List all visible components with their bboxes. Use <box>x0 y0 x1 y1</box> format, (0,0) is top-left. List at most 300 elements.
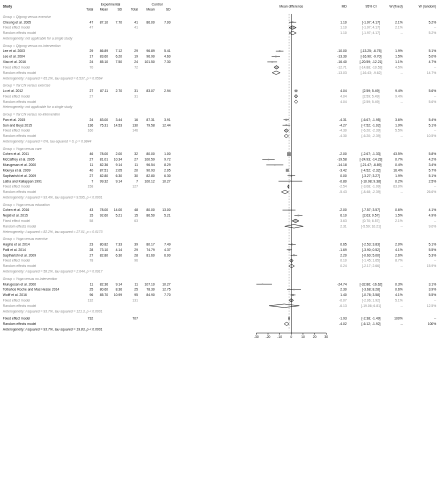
group-4-fixed-wf: 63.0% <box>393 184 403 189</box>
study-7-1-ci: [-3.68; 8.28] <box>362 287 380 292</box>
study-6-2-md: 2.20 <box>340 253 347 258</box>
study-1-0-wr: 5.1% <box>428 49 437 54</box>
study-4-2-box <box>274 164 275 165</box>
study-4-0-ci: [-2.67; -1.33] <box>361 152 381 157</box>
group-4-fixed-md: -2.54 <box>339 184 347 189</box>
overall-random-ci: [-6.12; -1.92] <box>361 322 381 327</box>
study-1-2-sd-e: 7.50 <box>115 60 123 65</box>
group-5-fixed-wf: 2.1% <box>395 219 403 224</box>
group-label-0: Group = Qigong versus exercise <box>2 14 51 19</box>
study-2-0-mean-c: 83.07 <box>146 88 155 93</box>
study-6-1-wr: 5.5% <box>428 247 437 252</box>
study-7-1-md: 2.30 <box>340 287 347 292</box>
study-5-1-box <box>298 215 300 217</box>
header-ci: 95% CI <box>365 4 377 9</box>
study-4-1-sd-e: 10.34 <box>113 157 123 162</box>
overall-random-md: -4.02 <box>339 322 347 327</box>
group-label-1: Group = Qigong versus no-intervention <box>2 43 61 48</box>
study-6-1-mean-e: 73.10 <box>99 247 109 252</box>
study-4-3-sd-c: 2.05 <box>164 168 171 173</box>
study-3-0-box <box>285 119 287 121</box>
study-7-1-sd-c: 12.75 <box>162 287 171 292</box>
group-1-random-wr: 14.7% <box>426 70 437 75</box>
study-1-0-md: -10.00 <box>337 49 347 54</box>
study-7-1-sd-e: 8.36 <box>115 287 123 292</box>
study-4-1-total-c: 27 <box>134 157 138 162</box>
study-0-0-box <box>292 21 294 23</box>
group-5-random-wf: -- <box>400 224 403 229</box>
group-6-random-diamond <box>289 264 295 268</box>
study-5-1-wf: 1.5% <box>395 213 403 218</box>
study-6-2-sd-c: 6.00 <box>164 253 171 258</box>
group-0-random-md: 1.10 <box>340 31 347 36</box>
study-4-4-wf: 1.9% <box>395 173 403 178</box>
study-4-3-total-c: 20 <box>134 168 138 173</box>
group-0-fixed-total-c: 41 <box>134 25 138 30</box>
study-2-0-md: 4.04 <box>340 88 347 93</box>
study-4-5-md: -0.80 <box>339 179 347 184</box>
study-1-0-ci: [-13.25; -6.75] <box>360 49 382 54</box>
study-6-0-total-c: 39 <box>134 242 138 247</box>
group-7-random-md: -6.13 <box>339 303 347 308</box>
study-3-1-ci: [-7.52; -1.02] <box>361 123 381 128</box>
study-1-0-wf: 1.9% <box>395 49 403 54</box>
group-5-fixed-label: Fixed effect model <box>2 219 31 224</box>
study-5-0-sd-c: 13.00 <box>162 208 171 213</box>
group-7-fixed-wr: -- <box>434 298 437 303</box>
x-tick-label-1: -20 <box>265 335 271 340</box>
study-5-0-ci: [-7.57; 3.57] <box>362 208 380 213</box>
study-6-2-sd-e: 6.30 <box>115 253 123 258</box>
study-7-0-sd-e: 9.14 <box>115 282 123 287</box>
study-7-0-mean-c: 107.10 <box>144 282 155 287</box>
study-4-0-wr: 5.8% <box>428 152 437 157</box>
study-4-5-wr: 2.5% <box>428 179 437 184</box>
group-4-fixed-ci: [-3.08; -1.99] <box>361 184 381 189</box>
group-het-3: Heterogeneity: I-squared = 0%, tau-squared = 0, p = 0.9844 <box>2 139 92 144</box>
group-2-fixed-wf: 9.4% <box>395 94 403 99</box>
study-1-1-sd-e: 6.20 <box>115 54 123 59</box>
study-7-0-box <box>262 284 263 285</box>
study-4-1-wf: 0.7% <box>395 157 403 162</box>
study-1-1-md: -13.30 <box>337 54 347 59</box>
group-4-random-wf: -- <box>400 190 403 195</box>
study-1-1-mean-c: 96.90 <box>146 54 155 59</box>
group-6-random-wf: -- <box>400 264 403 269</box>
study-7-0-total-c: 11 <box>134 282 138 287</box>
study-4-2-sd-c: 8.29 <box>164 163 171 168</box>
study-3-1-sd-e: 14.53 <box>113 123 123 128</box>
study-4-5-total-c: 7 <box>136 179 138 184</box>
overall-fixed-label: Fixed effect model <box>2 316 31 321</box>
study-4-3-md: -3.42 <box>339 168 347 173</box>
study-1-2-md: -16.40 <box>337 60 347 65</box>
x-tick-label-6: 30 <box>324 335 329 340</box>
study-6-2-ci: [-0.60; 5.00] <box>362 253 380 258</box>
header-mean-c: Mean <box>146 7 155 12</box>
group-3-fixed-total-c: 146 <box>132 128 138 133</box>
group-3-fixed-label: Fixed effect model <box>2 128 31 133</box>
study-5-1-sd-e: 5.21 <box>115 213 123 218</box>
study-6-1-sd-c: 4.37 <box>164 247 171 252</box>
study-1-2-wr: 4.7% <box>428 60 437 65</box>
group-0-random-diamond <box>289 31 296 35</box>
study-1-1-wf: 1.5% <box>395 54 403 59</box>
group-3-fixed-wr: -- <box>434 128 437 133</box>
x-tick-label-2: -10 <box>277 335 283 340</box>
group-1-random-diamond <box>272 71 280 75</box>
study-3-0-wr: 5.4% <box>428 117 437 122</box>
study-6-2-box <box>293 254 295 256</box>
study-0-0-total-e: 47 <box>89 20 94 25</box>
study-4-4-wr: 5.1% <box>428 173 437 178</box>
study-7-2-total-c: 95 <box>134 293 138 298</box>
study-3-0-md: -4.31 <box>339 117 347 122</box>
study-1-1-total-e: 17 <box>89 54 94 59</box>
study-3-1-wr: 5.1% <box>428 123 437 128</box>
study-2-0-sd-e: 2.70 <box>115 88 123 93</box>
group-5-random-diamond <box>285 225 303 229</box>
study-6-1-sd-e: 4.14 <box>115 247 123 252</box>
group-2-fixed-md: 4.04 <box>340 94 347 99</box>
header-sd-e: SD <box>117 7 123 12</box>
study-6-2-mean-c: 81.60 <box>146 253 155 258</box>
group-3-fixed-total-e: 160 <box>87 128 94 133</box>
study-6-1-total-e: 28 <box>89 247 94 252</box>
study-3-1-mean-c: 79.58 <box>146 123 155 128</box>
study-4-3-wf: 16.4% <box>393 168 403 173</box>
group-5-fixed-total-e: 58 <box>89 219 94 224</box>
study-3-1-sd-c: 12.44 <box>162 123 171 128</box>
study-1-2-wf: 1.1% <box>395 60 403 65</box>
study-5-0-sd-e: 14.00 <box>113 208 123 213</box>
study-4-2-name: Murugesan et al. 2000 <box>2 163 37 168</box>
study-4-2-md: -14.18 <box>337 163 347 168</box>
overall-fixed-md: -1.93 <box>339 316 347 321</box>
study-7-1-name: Tolbahos Roche and Mas Hesse 2014 <box>2 287 60 292</box>
study-4-4-md: 0.00 <box>340 173 347 178</box>
group-0-fixed-wf: 2.1% <box>395 25 403 30</box>
group-6-fixed-label: Fixed effect model <box>2 258 31 263</box>
group-5-fixed-total-c: 63 <box>134 219 138 224</box>
study-4-1-box <box>268 159 269 160</box>
study-4-5-ci: [-10.98; 9.38] <box>361 179 381 184</box>
study-1-0-box <box>279 50 281 52</box>
study-4-0-mean-e: 78.00 <box>99 152 109 157</box>
study-4-2-mean-e: 82.36 <box>99 163 109 168</box>
study-7-2-sd-e: 10.99 <box>113 293 123 298</box>
study-2-0-wf: 9.4% <box>395 88 403 93</box>
group-het-7: Heterogeneity: I-squared = 93.7%, tau-squared = 121.3, p < 0.0001 <box>2 309 103 314</box>
study-6-0-md: 0.65 <box>340 242 347 247</box>
study-4-3-sd-e: 2.05 <box>115 168 123 173</box>
group-1-fixed-diamond <box>274 66 279 70</box>
study-2-0-mean-e: 87.11 <box>100 88 109 93</box>
study-1-0-name: Lee et al. 2003 <box>2 49 25 54</box>
group-1-fixed-md: -12.71 <box>337 65 347 70</box>
study-4-4-ci: [-3.27; 3.27] <box>362 173 380 178</box>
study-6-0-name: Hagins et al. 2014 <box>2 242 30 247</box>
study-4-0-name: Cohen et al. 2011 <box>2 152 29 157</box>
study-1-2-ci: [-20.59; -12.21] <box>359 60 383 65</box>
group-2-random-label: Random effects model <box>2 99 37 104</box>
study-7-1-total-c: 25 <box>134 287 138 292</box>
group-het-6: Heterogeneity: I-squared = 58.2%, tau-squared = 2.644, p = 0.0917 <box>2 269 103 274</box>
group-1-random-wf: -- <box>400 70 403 75</box>
header-control: Control <box>151 2 163 7</box>
study-2-0-sd-c: 2.94 <box>164 88 171 93</box>
group-4-random-diamond <box>281 190 288 194</box>
group-2-fixed-total-c: 31 <box>134 94 138 99</box>
study-6-2-wf: 2.6% <box>395 253 403 258</box>
overall-fixed-wf: 100% <box>394 316 403 321</box>
group-het-0: Heterogeneity: not applicable for a single study <box>2 36 73 41</box>
study-0-0-mean-c: 86.00 <box>146 20 155 25</box>
group-6-random-md: 0.24 <box>340 264 347 269</box>
group-3-random-ci: [-6.20; -2.39] <box>361 134 381 139</box>
overall-fixed-wr: -- <box>434 316 437 321</box>
group-7-random-diamond <box>269 304 299 308</box>
study-7-1-mean-e: 80.60 <box>99 287 109 292</box>
study-6-2-name: Saptharishi et al. 2009 <box>2 253 37 258</box>
study-0-0-total-c: 41 <box>134 20 138 25</box>
group-1-fixed-wr: -- <box>434 65 437 70</box>
group-het-2: Heterogeneity: not applicable for a single study <box>2 105 73 110</box>
group-7-random-ci: [-19.06; 6.81] <box>361 303 381 308</box>
study-2-0-box <box>295 90 298 93</box>
study-3-0-ci: [-6.67; -1.95] <box>361 117 381 122</box>
study-6-2-total-c: 28 <box>134 253 138 258</box>
group-1-random-ci: [-16.43; -9.62] <box>360 70 382 75</box>
study-4-0-total-c: 32 <box>134 152 138 157</box>
group-4-fixed-label: Fixed effect model <box>2 184 31 189</box>
group-2-fixed-diamond <box>294 94 297 98</box>
study-4-4-sd-c: 6.30 <box>164 173 171 178</box>
study-4-5-sd-c: 10.27 <box>162 179 171 184</box>
study-4-4-name: Saptharishi et al. 2009 <box>2 173 37 178</box>
group-3-random-wr: 10.5% <box>426 134 437 139</box>
header-mean-e: Mean <box>99 7 109 12</box>
group-2-random-md: 4.04 <box>340 99 347 104</box>
group-6-fixed-total-e: 78 <box>89 258 94 263</box>
x-tick-label-3: 0 <box>290 335 293 340</box>
study-7-0-md: -24.74 <box>337 282 347 287</box>
study-5-1-ci: [2.63; 9.57] <box>362 213 380 218</box>
study-3-1-total-c: 130 <box>132 123 138 128</box>
study-4-5-name: Latha and Kaliappan 1991 <box>2 179 42 184</box>
header-total-c: Total <box>130 7 138 12</box>
study-7-2-md: 1.40 <box>340 293 347 298</box>
group-4-random-label: Random effects model <box>2 190 37 195</box>
study-3-1-box <box>286 124 288 126</box>
group-label-7: Group = Yoga versus no-intervention <box>2 276 58 281</box>
study-0-0-md: 1.10 <box>340 20 347 25</box>
study-4-0-sd-c: 1.00 <box>164 152 171 157</box>
study-3-0-mean-c: 87.31 <box>146 117 155 122</box>
group-4-fixed-wr: -- <box>434 184 437 189</box>
study-1-1-ci: [-16.90; -9.70] <box>360 54 382 59</box>
study-6-0-sd-c: 7.49 <box>164 242 171 247</box>
header-w-fixed: W (fixed) <box>389 4 403 9</box>
group-1-fixed-total-c: 72 <box>134 65 138 70</box>
group-1-fixed-total-e: 70 <box>89 65 94 70</box>
study-1-0-sd-e: 7.12 <box>115 49 123 54</box>
study-4-2-sd-e: 9.14 <box>115 163 123 168</box>
group-0-random-wr: 5.2% <box>428 31 437 36</box>
group-1-fixed-wf: 4.5% <box>395 65 403 70</box>
group-het-4: Heterogeneity: I-squared = 93.4%, tau-squared = 9.595, p < 0.0001 <box>2 195 103 200</box>
study-7-2-box <box>292 294 294 296</box>
header-study: Study <box>2 4 13 9</box>
study-3-1-mean-e: 75.31 <box>99 123 109 128</box>
study-4-1-md: -19.58 <box>337 157 347 162</box>
study-5-1-total-e: 15 <box>89 213 94 218</box>
study-4-1-name: McCaffrey et al. 2005 <box>2 157 35 162</box>
group-label-5: Group = Yoga versus education <box>2 202 50 207</box>
study-7-0-wf: 0.3% <box>395 282 403 287</box>
group-4-fixed-total-c: 127 <box>132 184 138 189</box>
study-1-2-mean-c: 101.50 <box>144 60 155 65</box>
study-0-0-wr: 5.2% <box>428 20 437 25</box>
group-6-random-ci: [-2.17; 2.66] <box>362 264 380 269</box>
group-4-random-md: -5.43 <box>339 190 347 195</box>
group-5-random-md: 2.31 <box>340 224 347 229</box>
study-2-0-wr: 5.6% <box>428 88 437 93</box>
study-1-0-sd-c: 5.41 <box>164 49 171 54</box>
group-3-fixed-ci: [-6.20; -2.39] <box>361 128 381 133</box>
group-2-fixed-total-e: 27 <box>89 94 94 99</box>
study-5-1-sd-c: 5.21 <box>164 213 171 218</box>
study-7-2-mean-e: 85.70 <box>99 293 109 298</box>
group-6-fixed-md: 0.10 <box>340 258 347 263</box>
study-1-2-sd-c: 7.30 <box>164 60 171 65</box>
group-2-random-ci: [2.59; 5.49] <box>362 99 380 104</box>
header-w-random: W (random) <box>418 4 437 9</box>
study-6-1-box <box>288 249 290 251</box>
study-4-3-total-e: 40 <box>89 168 94 173</box>
study-6-1-ci: [-3.90; 0.52] <box>362 247 380 252</box>
group-3-fixed-diamond <box>284 129 288 133</box>
group-6-random-label: Random effects model <box>2 264 37 269</box>
study-7-0-ci: [-32.86; -16.62] <box>359 282 383 287</box>
group-6-fixed-wf: 8.7% <box>395 258 403 263</box>
study-2-0-total-c: 31 <box>134 88 138 93</box>
study-1-0-total-c: 29 <box>134 49 138 54</box>
study-4-2-ci: [-21.47; -6.89] <box>360 163 382 168</box>
study-4-2-wr: 3.4% <box>428 163 437 168</box>
group-4-random-ci: [-8.48; -2.39] <box>361 190 381 195</box>
group-label-4: Group = Yoga versus care <box>2 146 42 151</box>
group-6-fixed-total-c: 96 <box>134 258 138 263</box>
x-tick-label-4: 10 <box>301 335 305 340</box>
study-4-1-sd-c: 9.72 <box>164 157 171 162</box>
group-1-random-label: Random effects model <box>2 70 37 75</box>
study-7-0-total-e: 11 <box>89 282 94 287</box>
study-7-1-total-e: 25 <box>89 287 94 292</box>
study-7-0-mean-e: 82.36 <box>99 282 109 287</box>
study-6-2-mean-e: 82.80 <box>99 253 109 258</box>
group-0-fixed-wr: -- <box>434 25 437 30</box>
study-4-3-mean-c: 90.93 <box>146 168 155 173</box>
group-label-6: Group = Yoga versus exercise <box>2 237 48 242</box>
study-7-0-sd-c: 10.27 <box>162 282 171 287</box>
study-7-2-sd-c: 7.70 <box>164 293 171 298</box>
study-7-2-wf: 4.1% <box>395 293 403 298</box>
study-4-4-total-e: 27 <box>89 173 94 178</box>
group-1-fixed-label: Fixed effect model <box>2 65 31 70</box>
x-tick-label-0: -30 <box>253 335 259 340</box>
study-4-2-total-e: 11 <box>89 163 94 168</box>
study-4-3-wr: 5.7% <box>428 168 437 173</box>
group-3-random-wf: -- <box>400 134 403 139</box>
group-7-fixed-md: -0.07 <box>339 298 347 303</box>
group-5-random-wr: 9.0% <box>428 224 437 229</box>
study-1-1-total-c: 19 <box>134 54 138 59</box>
study-3-0-name: Pan et al. 2015 <box>2 117 26 122</box>
group-4-random-wr: 26.6% <box>426 190 437 195</box>
group-7-fixed-ci: [-2.06; 1.92] <box>362 298 380 303</box>
study-2-0-ci: [2.59; 5.49] <box>362 88 380 93</box>
study-6-0-sd-e: 7.33 <box>115 242 123 247</box>
study-3-0-wf: 3.6% <box>395 117 403 122</box>
group-het-1: Heterogeneity: I-squared = 65.2%, tau-squared = 6.537, p = 0.0564 <box>2 76 103 81</box>
study-4-0-md: -2.00 <box>339 152 347 157</box>
group-label-2: Group = Tai Chi versus exercise <box>2 83 51 88</box>
study-5-0-mean-c: 80.00 <box>146 208 155 213</box>
study-6-2-total-e: 27 <box>89 253 94 258</box>
group-0-random-wf: -- <box>400 31 403 36</box>
study-4-5-box <box>290 181 291 182</box>
header-experimental: Experimental <box>100 2 121 7</box>
study-4-5-mean-c: 100.12 <box>144 179 155 184</box>
group-3-random-md: -4.30 <box>339 134 347 139</box>
study-0-0-wf: 2.1% <box>395 20 403 25</box>
group-5-random-ci: [-5.59; 10.21] <box>361 224 381 229</box>
study-4-0-total-e: 46 <box>89 152 94 157</box>
overall-fixed-total-e: 732 <box>87 316 94 321</box>
study-5-0-md: -2.00 <box>339 208 347 213</box>
study-5-0-mean-e: 78.00 <box>99 208 109 213</box>
study-4-1-mean-e: 81.01 <box>99 157 109 162</box>
study-2-0-name: Lo et al. 2012 <box>2 88 24 93</box>
study-3-1-total-e: 136 <box>87 123 94 128</box>
study-4-0-wf: 43.5% <box>393 152 403 157</box>
study-1-1-sd-c: 4.60 <box>164 54 171 59</box>
group-7-fixed-total-e: 132 <box>87 298 94 303</box>
header-mean-difference: Mean difference <box>279 4 304 9</box>
group-5-random-label: Random effects model <box>2 224 37 229</box>
group-6-random-wr: 15.9% <box>426 264 437 269</box>
study-1-1-name: Lee et al. 2004 <box>2 54 25 59</box>
study-1-1-wr: 5.0% <box>428 54 437 59</box>
overall-random-diamond <box>284 322 289 326</box>
group-7-fixed-wf: 5.1% <box>395 298 403 303</box>
group-6-fixed-wr: -- <box>434 258 437 263</box>
study-6-1-mean-c: 74.79 <box>146 247 155 252</box>
study-3-0-total-e: 24 <box>89 117 94 122</box>
study-3-1-name: Sun and Buys 2015 <box>2 123 32 128</box>
group-5-fixed-diamond <box>292 219 299 223</box>
study-7-1-wr: 3.9% <box>428 287 437 292</box>
group-7-random-label: Random effects model <box>2 303 37 308</box>
study-6-2-wr: 5.3% <box>428 253 437 258</box>
study-1-0-mean-c: 96.89 <box>146 49 155 54</box>
study-1-2-box <box>271 61 272 62</box>
study-4-1-mean-c: 100.59 <box>144 157 155 162</box>
study-6-0-mean-e: 80.82 <box>99 242 109 247</box>
study-4-2-wf: 0.4% <box>395 163 403 168</box>
study-1-1-box <box>275 56 277 58</box>
